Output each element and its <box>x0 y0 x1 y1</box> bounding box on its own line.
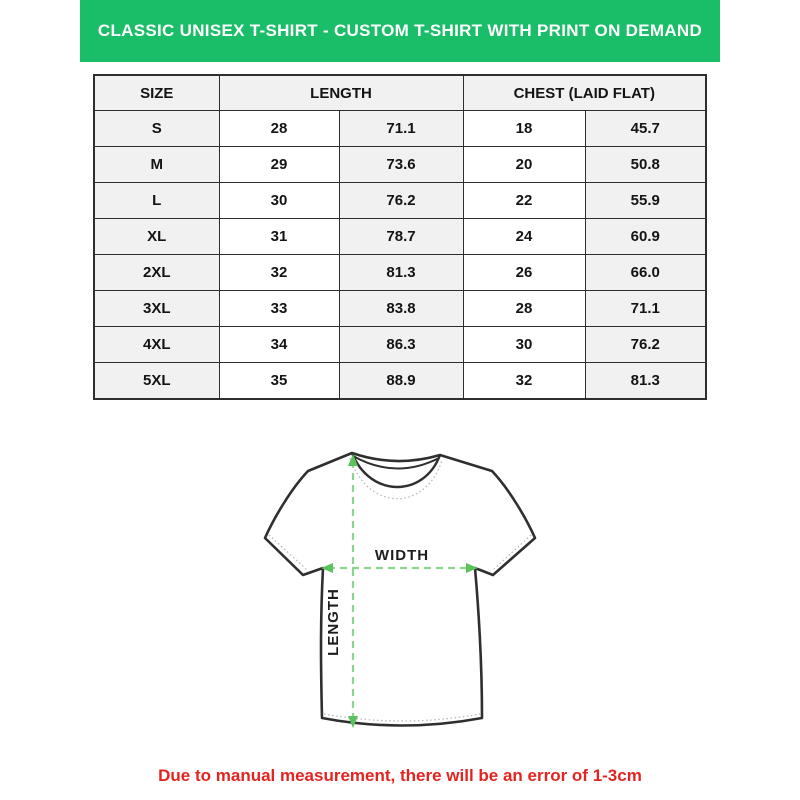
cell-length-cm: 88.9 <box>339 363 463 400</box>
cell-length-in: 28 <box>219 111 339 147</box>
cell-size: 4XL <box>94 327 219 363</box>
cell-length-cm: 83.8 <box>339 291 463 327</box>
table-header-row <box>94 75 706 111</box>
cell-chest-cm: 71.1 <box>585 291 706 327</box>
cell-chest-in: 18 <box>463 111 585 147</box>
cell-chest-cm: 66.0 <box>585 255 706 291</box>
cell-chest-in: 26 <box>463 255 585 291</box>
width-label: WIDTH <box>374 547 430 564</box>
cell-size: L <box>94 183 219 219</box>
cell-length-in: 29 <box>219 147 339 183</box>
table-row <box>94 183 706 219</box>
cell-length-in: 35 <box>219 363 339 400</box>
table-row <box>94 111 706 147</box>
cell-length-in: 32 <box>219 255 339 291</box>
cell-size: 3XL <box>94 291 219 327</box>
cell-size: 2XL <box>94 255 219 291</box>
cell-length-cm: 86.3 <box>339 327 463 363</box>
cell-size: M <box>94 147 219 183</box>
cell-chest-cm: 76.2 <box>585 327 706 363</box>
cell-length-cm: 71.1 <box>339 111 463 147</box>
header-chest: CHEST (LAID FLAT) <box>463 75 706 111</box>
page-title: CLASSIC UNISEX T-SHIRT - CUSTOM T-SHIRT WITH PRINT ON DEMAND <box>97 21 703 40</box>
cell-length-in: 34 <box>219 327 339 363</box>
table-row <box>94 327 706 363</box>
cell-chest-cm: 55.9 <box>585 183 706 219</box>
size-chart-table <box>93 74 707 400</box>
tshirt-outline <box>265 453 535 726</box>
cell-chest-in: 20 <box>463 147 585 183</box>
table-row <box>94 291 706 327</box>
cell-length-in: 33 <box>219 291 339 327</box>
title-banner <box>80 0 720 62</box>
cell-size: S <box>94 111 219 147</box>
cell-length-cm: 78.7 <box>339 219 463 255</box>
length-label: LENGTH <box>325 588 342 656</box>
cell-chest-in: 32 <box>463 363 585 400</box>
cell-length-cm: 76.2 <box>339 183 463 219</box>
cell-length-in: 31 <box>219 219 339 255</box>
cell-chest-in: 22 <box>463 183 585 219</box>
measurement-error-note: Due to manual measurement, there will be an error of 1-3cm <box>158 766 642 785</box>
cell-size: 5XL <box>94 363 219 400</box>
cell-chest-cm: 50.8 <box>585 147 706 183</box>
table-row <box>94 363 706 400</box>
cell-chest-in: 28 <box>463 291 585 327</box>
cell-chest-in: 30 <box>463 327 585 363</box>
table-row <box>94 219 706 255</box>
table-row <box>94 255 706 291</box>
cell-chest-cm: 60.9 <box>585 219 706 255</box>
header-size: SIZE <box>94 75 219 111</box>
cell-chest-cm: 45.7 <box>585 111 706 147</box>
table-row <box>94 147 706 183</box>
cell-length-cm: 73.6 <box>339 147 463 183</box>
cell-length-in: 30 <box>219 183 339 219</box>
cell-length-cm: 81.3 <box>339 255 463 291</box>
cell-chest-in: 24 <box>463 219 585 255</box>
tshirt-measurement-diagram <box>240 440 560 740</box>
cell-size: XL <box>94 219 219 255</box>
cell-chest-cm: 81.3 <box>585 363 706 400</box>
header-length: LENGTH <box>219 75 463 111</box>
